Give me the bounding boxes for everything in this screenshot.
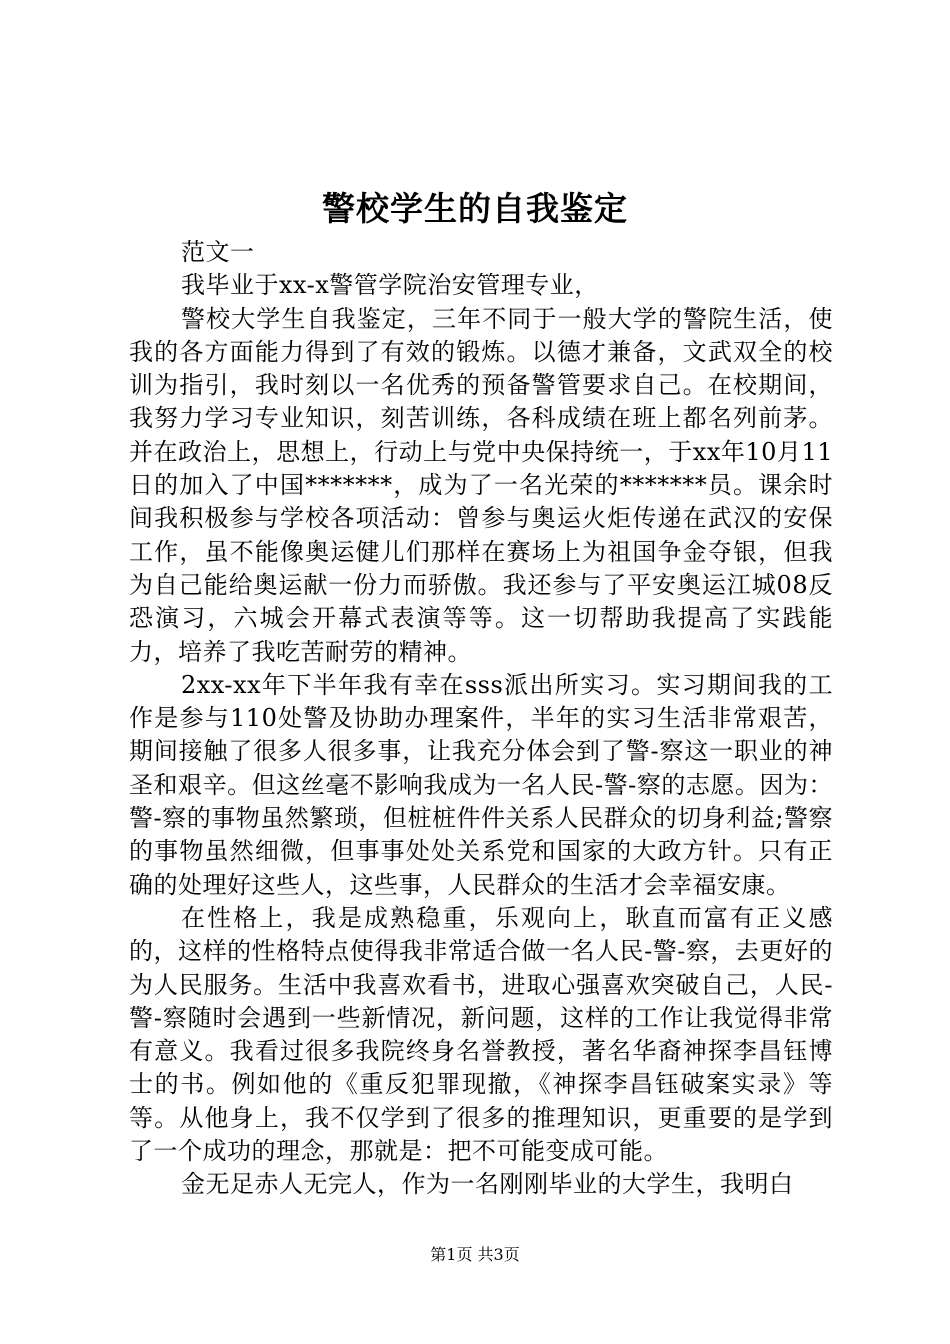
paragraph-4: 2xx-xx年下半年我有幸在sss派出所实习。实习期间我的工作是参与110处警及协助办理案件，半年的实习生活非常艰苦，期间接触了很多人很多事，让我充分体会到了警-察这一职业的神圣和艰辛。但这丝毫不影响我成为一名人民-警-察的志愿。因为：警-察的事物虽然繁琐，但桩桩件件关系人民群众的切身利益;警察的事物虽然细微，但事事处处关系党和国家的大政方针。只有正确的处理好这些人，这些事，人民群众的生活才会幸福安康。 [129,670,833,899]
paragraph-1: 范文一 [181,238,255,266]
paragraph-3: 警校大学生自我鉴定，三年不同于一般大学的警院生活，使我的各方面能力得到了有效的锻炼。以德才兼备，文武双全的校训为指引，我时刻以一名优秀的预备警管要求自己。在校期间，我努力学习专业知识，刻苦训练，各科成绩在班上都名列前茅。并在政治上，思想上，行动上与党中央保持统一，于xx年10月11日的加入了中国*******，成为了一名光荣的*******员。课余时间我积极参与学校各项活动：曾参与奥运火炬传递在武汉的安保工作，虽不能像奥运健儿们那样在赛场上为祖国争金夺银，但我为自己能给奥运献一份力而骄傲。我还参与了平安奥运江城08反恐演习，六城会开幕式表演等等。这一切帮助我提高了实践能力，培养了我吃苦耐劳的精神。 [129,304,833,666]
paragraph-5: 在性格上，我是成熟稳重，乐观向上，耿直而富有正义感的，这样的性格特点使得我非常适合做一名人民-警-察，去更好的为人民服务。生活中我喜欢看书，进取心强喜欢突破自己，人民-警-察随时会遇到一些新情况，新问题，这样的工作让我觉得非常有意义。我看过很多我院终身名誉教授，著名华裔神探李昌钰博士的书。例如他的《重反犯罪现撤，《神探李昌钰破案实录》等等。从他身上，我不仅学到了很多的推理知识，更重要的是学到了一个成功的理念，那就是：把不可能变成可能。 [129,903,833,1166]
paragraph-6: 金无足赤人无完人，作为一名刚刚毕业的大学生，我明白 [181,1170,794,1199]
paragraph-2: 我毕业于xx-x警管学院治安管理专业， [181,271,599,300]
document-body [129,236,833,1202]
document-title: 警校学生的自我鉴定 [322,189,628,228]
page-footer: 第1页 共3页 [430,1245,520,1264]
